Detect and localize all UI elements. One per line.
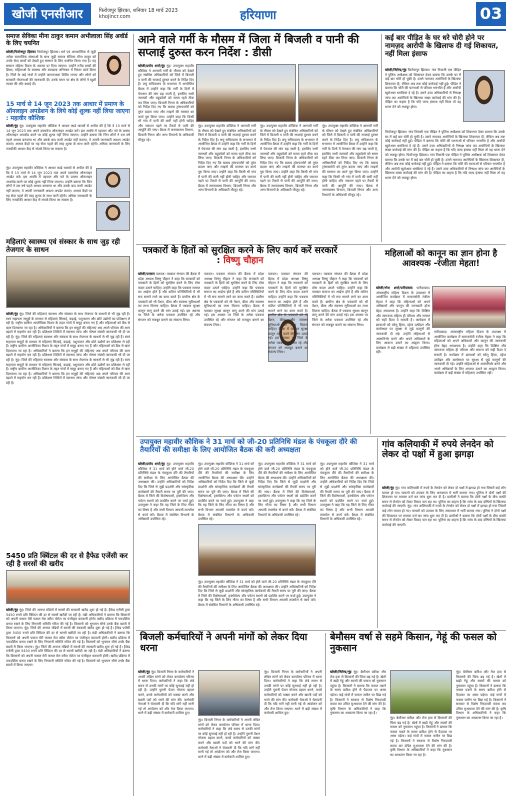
story2-photo-2 <box>96 201 130 231</box>
story7-text: फरीदाबाद। अंतरराष्ट्रीय महिला दिवस के उपलक्ष्य में आयोजित कार्यक्रम में समाजसेवी रंजीता मेहता ने कहा कि महिलाओं को अपने अधिकारों और कानून की जानकारी होना बेहद आवश्यक है। उन्होंने कहा कि शिक्षित और जागरूक महिला ही परिवार और समाज को सही दिशा दे सकती है। कार्यक्रम में छात्राओं को घरेलू हिंसा, दहेज उत्पीड़न और कार्यस्थल पर सुरक्षा से जुड़े कानूनों की जानकारी दी गई। उन्होंने महिलाओं से आत्मनिर्भर बनने और अपने अधिकारों के लिए आवाज उठाने का आह्वान किया। कार्यक्रम में बड़ी संख्या में महिलाएं उपस्थित रहीं। <box>376 286 430 355</box>
story8-headline: उपायुक्त महावीर कौशिक ने 31 मार्च को जी-20 प्रतिनिधि मंडल के पंचकूला दौरे की तैयारियों की समीक्षा के लिए आयोजित बैठक की करी अध्यक्षता <box>140 438 358 455</box>
story11-text: नूंह। बेमौसम बारिश और तेज हवा से किसानों की चिंता बढ़ गई है। खेतों में खड़ी गेहूं और सरसों की फसल को नुकसान पहुंचा है। किसानों ने बताया कि फसल पकने के समय बारिश होने से पैदावार पर असर पड़ेगा। कई गांवों में फसल जमीन पर बिछ गई है। किसानों ने सरकार से विशेष गिरदावरी करवा कर उचित मुआवजा देने की मांग की है। कृषि विभाग के अधिकारियों ने कहा कि नुकसान का आकलन किया जा रहा है। <box>330 670 386 716</box>
story8-dateline: खोजी/प्रमोद शर्मा/नूंह <box>138 462 165 466</box>
story6-body-col2 <box>204 272 264 432</box>
story5-body-cont <box>385 130 505 242</box>
story2-text: नूंह। उपायुक्त महावीर कौशिक ने आधार कार्ड धारकों से अपील की है कि वे 15 मार्च से 14 जून 2023 तक अपने दस्तावेज ऑनलाइन अपडेट करें। इस अवधि में पहचान और पते के प्रमाण ऑनलाइन अपलोड करने पर कोई शुल्क नहीं लिया जाएगा। उन्होंने बताया कि जिन लोगों ने दस वर्ष पहले आधार बनवाया था और उसके बाद कभी अपडेट नहीं कराया, वे अपनी जानकारी अवश्य अपडेट कराएं। आधार केंद्रों पर यह सेवा पहले की तरह शुल्क के साथ जारी रहेगी। अधिक जानकारी के लिए नजदीकी आधार केंद्र से संपर्क किया जा सकता है। <box>6 124 131 151</box>
story10-body-col2 <box>198 718 260 796</box>
story2-text-cont: नूंह। उपायुक्त महावीर कौशिक ने आधार कार्ड धारकों से अपील की है कि वे 15 मार्च से 14 जून 2023 तक अपने दस्तावेज ऑनलाइन अपडेट करें। इस अवधि में पहचान और पते के प्रमाण ऑनलाइन अपलोड करने पर कोई शुल्क नहीं लिया जाएगा। उन्होंने बताया कि जिन लोगों ने दस वर्ष पहले आधार बनवाया था और उसके बाद कभी अपडेट नहीं कराया, वे अपनी जानकारी अवश्य अपडेट कराएं। आधार केंद्रों पर यह सेवा पहले की तरह शुल्क के साथ जारी रहेगी। अधिक जानकारी के लिए नजदीकी आधार केंद्र से संपर्क किया जा सकता है। <box>6 166 92 203</box>
story11-body-col3 <box>456 670 506 796</box>
story8-body-cont <box>198 580 316 626</box>
story1-photo <box>98 52 130 86</box>
story6-text-col3: पलवल। पत्रकार संगठन की बैठक में प्रदेश अध्यक्ष विष्णु चौहान ने कहा कि सरकारों को पत्रकारों के हितों को सुरक्षित करने के लिए ठोस कदम उठाने चाहिए। उन्होंने कहा कि पत्रकार समाज का आईना होते हैं और कठिन परिस्थितियों में भी सच सामने लाने का काम करते हैं। ग्रामीण क्षेत्र के पत्रकारों को भी पेंशन, बीमा और स्वास्थ्य सुविधाओं का लाभ मिलना चाहिए। बैठक में पत्रकार सुरक्षा कानून लागू करने की मांग उठाई गई। इस अवसर पर जिले के अनेक पत्रकार उपस्थित रहे और संगठन को मजबूत बनाने का संकल्प लिया। <box>268 272 308 355</box>
column-divider-right <box>381 34 382 242</box>
story11-text-col3: नूंह। बेमौसम बारिश और तेज हवा से किसानों की चिंता बढ़ गई है। खेतों में खड़ी गेहूं और सरसों की फसल को नुकसान पहुंचा है। किसानों ने बताया कि फसल पकने के समय बारिश होने से पैदावार पर असर पड़ेगा। कई गांवों में फसल जमीन पर बिछ गई है। किसानों ने सरकार से विशेष गिरदावरी करवा कर उचित मुआवजा देने की मांग की है। कृषि विभाग के अधिकारियों ने कहा कि नुकसान का आकलन किया जा रहा है। <box>456 670 506 720</box>
story3-headline: महिलाएं स्वास्थ्य एवं संस्कार के साथ जुड़ रही तेजगार के साधन <box>6 238 120 255</box>
story5-text-cont: फिरोजपुर झिरका। गांव निवासी एक पीड़ित ने पुलिस अधीक्षक को शिकायत देकर बताया कि उसके घर में कई बार चोरी हो चुकी है। उसने नामजद आरोपियों के खिलाफ शिकायत दी, लेकिन अब तक कोई कार्रवाई नहीं हुई। पीड़ित ने बताया कि चोरी की घटनाओं से परिवार भयभीत है और आरोपी खुलेआम धमकियां दे रहे हैं। उसने उच्च अधिकारियों से निष्पक्ष जांच कर आरोपियों के खिलाफ सख्त कार्रवाई की मांग की है। पीड़ित का कहना है कि यदि जल्द इंसाफ नहीं मिला तो वह धरना देने को मजबूर होगा। <box>385 130 505 157</box>
story11-dateline: खोजी/जितेन्द्र/नूंह <box>330 670 352 674</box>
lead-body-col2 <box>198 124 256 242</box>
section-rule-1 <box>136 244 506 245</box>
story5-body <box>385 68 461 128</box>
story2-body-cont <box>6 166 92 234</box>
story6-text: पलवल। पत्रकार संगठन की बैठक में प्रदेश अध्यक्ष विष्णु चौहान ने कहा कि सरकारों को पत्रकारों के हितों को सुरक्षित करने के लिए ठोस कदम उठाने चाहिए। उन्होंने कहा कि पत्रकार समाज का आईना होते हैं और कठिन परिस्थितियों में भी सच सामने लाने का काम करते हैं। ग्रामीण क्षेत्र के पत्रकारों को भी पेंशन, बीमा और स्वास्थ्य सुविधाओं का लाभ मिलना चाहिए। बैठक में पत्रकार सुरक्षा कानून लागू करने की मांग उठाई गई। इस अवसर पर जिले के अनेक पत्रकार उपस्थित रहे और संगठन को मजबूत बनाने का संकल्प लिया। <box>138 272 201 322</box>
story5-text: फिरोजपुर झिरका। गांव निवासी एक पीड़ित ने पुलिस अधीक्षक को शिकायत देकर बताया कि उसके घर में कई बार चोरी हो चुकी है। उसने नामजद आरोपियों के खिलाफ शिकायत दी, लेकिन अब तक कोई कार्रवाई नहीं हुई। पीड़ित ने बताया कि चोरी की घटनाओं से परिवार भयभीत है और आरोपी खुलेआम धमकियां दे रहे हैं। उसने उच्च अधिकारियों से निष्पक्ष जांच कर आरोपियों के खिलाफ सख्त कार्रवाई की मांग की है। पीड़ित का कहना है कि यदि जल्द इंसाफ नहीं मिला तो वह धरना देने को मजबूर होगा। <box>385 68 461 109</box>
story6-body-col3 <box>268 272 308 355</box>
masthead-rule <box>4 29 506 31</box>
story8-text-col4: नूंह। उपायुक्त महावीर कौशिक ने 31 मार्च को होने वाले जी-20 प्रतिनिधि मंडल के पंचकूला दौरे की तैयारियों की समीक्षा के लिए आयोजित बैठक की अध्यक्षता की। उन्होंने अधिकारियों को निर्देश दिए कि जिले से जुड़ी प्रदर्शनी और सांस्कृतिक कार्यक्रमों की तैयारी समय पर पूरी की जाए। बैठक में जिले की विशेषताओं, हस्तशिल्प और पर्यटन स्थलों को प्रदर्शित करने पर चर्चा हुई। उपायुक्त ने कहा कि यह जिले के लिए गौरव का विषय है और सभी विभाग आपसी तालमेल से कार्य करें। बैठक में संबंधित विभागों के अधिकारी उपस्थित रहे। <box>320 462 374 522</box>
story2-photo-1 <box>96 168 130 198</box>
story11-headline: बेमौसम वर्षा से सहमे किसान, गेहूं की फसल को नुकसान <box>330 632 497 654</box>
story9-text: नूंह। गांव कलियाकी में रुपये के लेनदेन को लेकर दो पक्षों में झगड़ा हो गया जिसमें कई लोग घायल हो गए। घायलों को उपचार के लिए अस्पताल में भर्ती कराया गया। पुलिस ने दोनों पक्षों की शिकायत पर मामला दर्ज कर जांच शुरू कर दी है। ग्रामीणों ने बताया कि दोनों पक्षों के बीच काफी समय से लेनदेन को लेकर विवाद चल रहा था। पुलिस का कहना है कि जांच के बाद दोषियों के खिलाफ कार्रवाई की जाएगी। <box>382 486 506 509</box>
story2-dateline: खोजी/नूंह <box>6 124 18 128</box>
masthead-date: फिरोजपुर झिरका, शनिवार 18 मार्च 2023 <box>98 8 178 14</box>
lead-headline <box>138 34 378 59</box>
lead-photo-meeting-2 <box>298 64 378 122</box>
story8-body-col2 <box>198 462 254 522</box>
lead-body-col4 <box>322 124 378 242</box>
story4-photo <box>6 570 130 604</box>
story3-text-cont2: नूंह। जिले की महिलाएं स्वास्थ्य और संस्कार के साथ रोजगार के साधनों से भी जुड़ रही हैं। स्वयं सहायता समूहों के माध्यम से महिलाएं सिलाई, कढ़ाई, पशुपालन और छोटे उद्योगों का प्रशिक्षण ले रही हैं। राष्ट्रीय ग्रामीण आजीविका मिशन के तहत गांवों में समूह बनाए गए हैं और महिलाओं को बैंक से ऋण दिलवाया जा रहा है। अधिकारियों ने बताया कि इन समूहों की महिलाएं अब अपने परिवार की आय बढ़ाने में सहयोग कर रही हैं। प्रशिक्षण शिविरों में स्वास्थ्य जांच और पोषण संबंधी जानकारी भी दी जा रही है। <box>6 357 131 385</box>
story7-headline: महिलाओं को कानून का ज्ञान होना है आवश्यक -रंजीता मेहता! <box>384 249 498 269</box>
masthead-logo: खोजी एनसीआर <box>4 3 91 25</box>
story6-headline-name: विष्णु चौहान <box>223 256 264 267</box>
story10-photo <box>198 670 260 716</box>
story1-text: फिरोजपुर झिरका। धर्म एवं आध्यात्मिक से जुड़ी अनेक सामाजिक संस्थाओं के साथ जुड़ी समाज सेविका मीना ठाकुर को उनके सेवा कार्यों को देखते हुए सम्मान के लिए चयनित किया गया है। यह सम्मान महिला दिवस के अवसर पर दिया जाएगा। उन्होंने गरीब बच्चों की शिक्षा, महिलाओं के स्वास्थ्य और स्वच्छता अभियान में निरंतर कार्य किया है। जिले के कई गांवों में उन्होंने जागरूकता शिविर लगाए और लोगों को सरकारी योजनाओं की जानकारी दी। उनके चयन पर क्षेत्र के लोगों ने खुशी व्यक्त की और बधाई दी। <box>6 50 96 87</box>
story1-headline: समाज सेविका मीना ठाकुर कमान अभीलाला सिंह अवॉर्ड के लिए चयनित <box>6 33 128 47</box>
story6-headline-main: पत्रकारों के हितों को सुरक्षित करने के लिए कार्य करें सरकारें : <box>142 246 338 267</box>
lead-text-col4: नूंह। उपायुक्त महावीर कौशिक ने आगामी गर्मी के मौसम को देखते हुए संबंधित अधिकारियों को जिले में बिजली व पानी की सप्लाई दुरुस्त करने के निर्देश दिए हैं। लघु सचिवालय के सभागार में आयोजित बैठक में उन्होंने कहा कि गर्मी के दिनों में पेयजल की मांग बढ़ जाती है, इसलिए सभी जलघरों और ट्यूबवेलों को समय रहते ठीक कर लिया जाए। बिजली निगम के अधिकारियों को निर्देश दिए गए कि खराब ट्रांसफार्मरों को तुरंत बदला जाए और लाइनों की मरम्मत का कार्य पूरा किया जाए। उन्होंने कहा कि किसी भी गांव में पानी की कमी नहीं होनी चाहिए और जरूरत पड़ने पर टैंकरों से पानी की आपूर्ति की जाए। बैठक में जनस्वास्थ्य विभाग, बिजली निगम और अन्य विभागों के अधिकारी मौजूद रहे। <box>322 124 378 197</box>
story8-body-col3 <box>258 462 316 522</box>
lead-text: नूंह। उपायुक्त महावीर कौशिक ने आगामी गर्मी के मौसम को देखते हुए संबंधित अधिकारियों को जिले में बिजली व पानी की सप्लाई दुरुस्त करने के निर्देश दिए हैं। लघु सचिवालय के सभागार में आयोजित बैठक में उन्होंने कहा कि गर्मी के दिनों में पेयजल की मांग बढ़ जाती है, इसलिए सभी जलघरों और ट्यूबवेलों को समय रहते ठीक कर लिया जाए। बिजली निगम के अधिकारियों को निर्देश दिए गए कि खराब ट्रांसफार्मरों को तुरंत बदला जाए और लाइनों की मरम्मत का कार्य पूरा किया जाए। उन्होंने कहा कि किसी भी गांव में पानी की कमी नहीं होनी चाहिए और जरूरत पड़ने पर टैंकरों से पानी की आपूर्ति की जाए। बैठक में जनस्वास्थ्य विभाग, बिजली निगम और अन्य विभागों के अधिकारी मौजूद रहे। <box>138 64 195 142</box>
story8-text-col3: नूंह। उपायुक्त महावीर कौशिक ने 31 मार्च को होने वाले जी-20 प्रतिनिधि मंडल के पंचकूला दौरे की तैयारियों की समीक्षा के लिए आयोजित बैठक की अध्यक्षता की। उन्होंने अधिकारियों को निर्देश दिए कि जिले से जुड़ी प्रदर्शनी और सांस्कृतिक कार्यक्रमों की तैयारी समय पर पूरी की जाए। बैठक में जिले की विशेषताओं, हस्तशिल्प और पर्यटन स्थलों को प्रदर्शित करने पर चर्चा हुई। उपायुक्त ने कहा कि यह जिले के लिए गौरव का विषय है और सभी विभाग आपसी तालमेल से कार्य करें। बैठक में संबंधित विभागों के अधिकारी उपस्थित रहे। <box>258 462 316 517</box>
story10-body-col3 <box>264 670 322 796</box>
story6-body-col1 <box>138 272 200 432</box>
column-divider-mid <box>370 246 371 434</box>
story11-body-col2 <box>390 716 452 796</box>
story4-text-cont: नूंह। जिले की अनाज मंडियों में सरसों की सरकारी खरीद शुरू हो गई है। हैफेड एजेंसी द्वारा 5450 रुपये प्रति क्विंटल की दर से सरसों खरीदी जा रही है। मंडी अधिकारियों ने बताया कि किसानों को अपनी फसल मेरी फसल मेरा ब्यौरा पोर्टल पर पंजीकृत करवानी होगी। खरीद प्रक्रिया में पारदर्शिता बनाए रखने के लिए निगरानी समिति गठित की गई है। किसानों को भुगतान सीधे उनके बैंक खातों में किया जाएगा। <box>6 626 131 649</box>
lead-headline-name: डीसी <box>252 45 272 59</box>
story1-body <box>6 50 96 98</box>
story6-text-col4: पलवल। पत्रकार संगठन की बैठक में प्रदेश अध्यक्ष विष्णु चौहान ने कहा कि सरकारों को पत्रकारों के हितों को सुरक्षित करने के लिए ठोस कदम उठाने चाहिए। उन्होंने कहा कि पत्रकार समाज का आईना होते हैं और कठिन परिस्थितियों में भी सच सामने लाने का काम करते हैं। ग्रामीण क्षेत्र के पत्रकारों को भी पेंशन, बीमा और स्वास्थ्य सुविधाओं का लाभ मिलना चाहिए। बैठक में पत्रकार सुरक्षा कानून लागू करने की मांग उठाई गई। इस अवसर पर जिले के अनेक पत्रकार उपस्थित रहे और संगठन को मजबूत बनाने का संकल्प लिया। <box>312 272 368 327</box>
story10-headline: बिजली कर्मचारियों ने अपनी मांगों को लेकर दिया धरना <box>140 632 308 654</box>
lead-body-col1 <box>138 64 194 242</box>
story2-headline: 15 मार्च से 14 जून 2023 तक आधार में प्रमाण के ऑनलाइन अपडेशन के लिये कोई शुल्क नहीं लिया जाएगा : महावीर कौशिक <box>6 101 130 122</box>
story6-body-col4 <box>312 272 368 432</box>
lead-headline-main: आने वाले गर्मी के मौसम में जिला में बिजली व पानी की सप्लाई दुरुस्त करन निर्देश : <box>138 33 359 59</box>
section-name: हरियाणा <box>240 8 277 22</box>
story1-dateline: खोजी/फिरोजपुर झिरका <box>6 50 36 54</box>
column-divider-bottom <box>325 633 326 796</box>
story10-text: नूंह। बिजली निगम के कर्मचारियों ने अपनी लंबित मांगों को लेकर कार्यालय परिसर में धरना दिया। कर्मचारियों ने कहा कि लंबे समय से उनकी मांगों पर कोई सुनवाई नहीं हो रही है। उन्होंने पुरानी पेंशन योजना बहाल करने, कच्चे कर्मचारियों को पक्का करने और खाली पदों को भरने की मांग की। कर्मचारी नेताओं ने चेतावनी दी कि यदि मांगें नहीं मानी गईं तो आंदोलन को और तेज किया जाएगा। धरने में बड़ी संख्या में कर्मचारी शामिल हुए। <box>138 670 194 716</box>
story11-text-col2: नूंह। बेमौसम बारिश और तेज हवा से किसानों की चिंता बढ़ गई है। खेतों में खड़ी गेहूं और सरसों की फसल को नुकसान पहुंचा है। किसानों ने बताया कि फसल पकने के समय बारिश होने से पैदावार पर असर पड़ेगा। कई गांवों में फसल जमीन पर बिछ गई है। किसानों ने सरकार से विशेष गिरदावरी करवा कर उचित मुआवजा देने की मांग की है। कृषि विभाग के अधिकारियों ने कहा कि नुकसान का आकलन किया जा रहा है। <box>390 716 452 757</box>
story9-text-cont: नूंह। गांव कलियाकी में रुपये के लेनदेन को लेकर दो पक्षों में झगड़ा हो गया जिसमें कई लोग घायल हो गए। घायलों को उपचार के लिए अस्पताल में भर्ती कराया गया। पुलिस ने दोनों पक्षों की शिकायत पर मामला दर्ज कर जांच शुरू कर दी है। ग्रामीणों ने बताया कि दोनों पक्षों के बीच काफी समय से लेनदेन को लेकर विवाद चल रहा था। पुलिस का कहना है कि जांच के बाद दोषियों के खिलाफ कार्रवाई की जाएगी। <box>382 504 506 527</box>
lead-body-col3 <box>260 124 318 242</box>
story8-photo <box>198 524 316 576</box>
story11-photo <box>390 670 452 714</box>
story3-dateline: खोजी/नूंह <box>6 312 18 316</box>
lead-text-col3: नूंह। उपायुक्त महावीर कौशिक ने आगामी गर्मी के मौसम को देखते हुए संबंधित अधिकारियों को जिले में बिजली व पानी की सप्लाई दुरुस्त करने के निर्देश दिए हैं। लघु सचिवालय के सभागार में आयोजित बैठक में उन्होंने कहा कि गर्मी के दिनों में पेयजल की मांग बढ़ जाती है, इसलिए सभी जलघरों और ट्यूबवेलों को समय रहते ठीक कर लिया जाए। बिजली निगम के अधिकारियों को निर्देश दिए गए कि खराब ट्रांसफार्मरों को तुरंत बदला जाए और लाइनों की मरम्मत का कार्य पूरा किया जाए। उन्होंने कहा कि किसी भी गांव में पानी की कमी नहीं होनी चाहिए और जरूरत पड़ने पर टैंकरों से पानी की आपूर्ति की जाए। बैठक में जनस्वास्थ्य विभाग, बिजली निगम और अन्य विभागों के अधिकारी मौजूद रहे। <box>260 124 318 193</box>
masthead-site: khojincr.com <box>98 14 131 20</box>
column-divider-left <box>133 34 134 796</box>
story6-dateline: खोजी/पलवल <box>138 272 155 276</box>
story7-photo <box>432 286 506 328</box>
story4-body <box>6 608 130 796</box>
story8-text: नूंह। उपायुक्त महावीर कौशिक ने 31 मार्च को होने वाले जी-20 प्रतिनिधि मंडल के पंचकूला दौरे की तैयारियों की समीक्षा के लिए आयोजित बैठक की अध्यक्षता की। उन्होंने अधिकारियों को निर्देश दिए कि जिले से जुड़ी प्रदर्शनी और सांस्कृतिक कार्यक्रमों की तैयारी समय पर पूरी की जाए। बैठक में जिले की विशेषताओं, हस्तशिल्प और पर्यटन स्थलों को प्रदर्शित करने पर चर्चा हुई। उपायुक्त ने कहा कि यह जिले के लिए गौरव का विषय है और सभी विभाग आपसी तालमेल से कार्य करें। बैठक में संबंधित विभागों के अधिकारी उपस्थित रहे। <box>138 462 195 522</box>
story4-headline: 5450 प्रति क्विंटल की दर से हैफेड एजेंसी कर रही है सरसों की खरीद <box>6 552 128 569</box>
story9-body <box>382 486 506 626</box>
section-rule-3 <box>136 630 506 631</box>
story3-body <box>6 312 130 548</box>
story5-photo <box>463 70 505 122</box>
masthead <box>0 0 510 28</box>
story4-text: नूंह। जिले की अनाज मंडियों में सरसों की सरकारी खरीद शुरू हो गई है। हैफेड एजेंसी द्वारा 5450 रुपये प्रति क्विंटल की दर से सरसों खरीदी जा रही है। मंडी अधिकारियों ने बताया कि किसानों को अपनी फसल मेरी फसल मेरा ब्यौरा पोर्टल पर पंजीकृत करवानी होगी। खरीद प्रक्रिया में पारदर्शिता बनाए रखने के लिए निगरानी समिति गठित की गई है। किसानों को भुगतान सीधे उनके बैंक खातों में किया जाएगा। <box>6 608 130 631</box>
story10-dateline: खोजी/नूंह <box>138 670 150 674</box>
story7-body <box>376 286 430 432</box>
page-number: 03 <box>476 2 506 26</box>
story3-text-cont: नूंह। जिले की महिलाएं स्वास्थ्य और संस्कार के साथ रोजगार के साधनों से भी जुड़ रही हैं। स्वयं सहायता समूहों के माध्यम से महिलाएं सिलाई, कढ़ाई, पशुपालन और छोटे उद्योगों का प्रशिक्षण ले रही हैं। राष्ट्रीय ग्रामीण आजीविका मिशन के तहत गांवों में समूह बनाए गए हैं और महिलाओं को बैंक से ऋण दिलवाया जा रहा है। अधिकारियों ने बताया कि इन समूहों की महिलाएं अब अपने परिवार की आय बढ़ाने में सहयोग कर रही हैं। प्रशिक्षण शिविरों में स्वास्थ्य जांच और पोषण संबंधी जानकारी भी दी जा रही है। <box>6 334 131 362</box>
lead-photo-meeting <box>196 64 296 122</box>
story5-text-cont2: फिरोजपुर झिरका। गांव निवासी एक पीड़ित ने पुलिस अधीक्षक को शिकायत देकर बताया कि उसके घर में कई बार चोरी हो चुकी है। उसने नामजद आरोपियों के खिलाफ शिकायत दी, लेकिन अब तक कोई कार्रवाई नहीं हुई। पीड़ित ने बताया कि चोरी की घटनाओं से परिवार भयभीत है और आरोपी खुलेआम धमकियां दे रहे हैं। उसने उच्च अधिकारियों से निष्पक्ष जांच कर आरोपियों के खिलाफ सख्त कार्रवाई की मांग की है। पीड़ित का कहना है कि यदि जल्द इंसाफ नहीं मिला तो वह धरना देने को मजबूर होगा। <box>385 152 506 180</box>
story6-headline <box>140 246 340 267</box>
story9-dateline: खोजी/नूंह <box>382 486 394 490</box>
story11-body-col1 <box>330 670 386 796</box>
section-rule-2 <box>136 436 506 437</box>
story3-text: नूंह। जिले की महिलाएं स्वास्थ्य और संस्कार के साथ रोजगार के साधनों से भी जुड़ रही हैं। स्वयं सहायता समूहों के माध्यम से महिलाएं सिलाई, कढ़ाई, पशुपालन और छोटे उद्योगों का प्रशिक्षण ले रही हैं। राष्ट्रीय ग्रामीण आजीविका मिशन के तहत गांवों में समूह बनाए गए हैं और महिलाओं को बैंक से ऋण दिलवाया जा रहा है। अधिकारियों ने बताया कि इन समूहों की महिलाएं अब अपने परिवार की आय बढ़ाने में सहयोग कर रही हैं। प्रशिक्षण शिविरों में स्वास्थ्य जांच और पोषण संबंधी जानकारी भी दी जा रही है। <box>6 312 131 339</box>
story8-text-col2: नूंह। उपायुक्त महावीर कौशिक ने 31 मार्च को होने वाले जी-20 प्रतिनिधि मंडल के पंचकूला दौरे की तैयारियों की समीक्षा के लिए आयोजित बैठक की अध्यक्षता की। उन्होंने अधिकारियों को निर्देश दिए कि जिले से जुड़ी प्रदर्शनी और सांस्कृतिक कार्यक्रमों की तैयारी समय पर पूरी की जाए। बैठक में जिले की विशेषताओं, हस्तशिल्प और पर्यटन स्थलों को प्रदर्शित करने पर चर्चा हुई। उपायुक्त ने कहा कि यह जिले के लिए गौरव का विषय है और सभी विभाग आपसी तालमेल से कार्य करें। बैठक में संबंधित विभागों के अधिकारी उपस्थित रहे। <box>198 462 254 522</box>
story9-headline: गांव कलियाकी में रुपये लेनदेन को लेकर दो पक्षों में हुआ झगड़ा <box>382 440 494 461</box>
story7-body-cont <box>434 330 506 432</box>
story4-text-cont2: नूंह। जिले की अनाज मंडियों में सरसों की सरकारी खरीद शुरू हो गई है। हैफेड एजेंसी द्वारा 5450 रुपये प्रति क्विंटल की दर से सरसों खरीदी जा रही है। मंडी अधिकारियों ने बताया कि किसानों को अपनी फसल मेरी फसल मेरा ब्यौरा पोर्टल पर पंजीकृत करवानी होगी। खरीद प्रक्रिया में पारदर्शिता बनाए रखने के लिए निगरानी समिति गठित की गई है। किसानों को भुगतान सीधे उनके बैंक खातों में किया जाएगा। <box>6 644 131 668</box>
story7-text-cont: फरीदाबाद। अंतरराष्ट्रीय महिला दिवस के उपलक्ष्य में आयोजित कार्यक्रम में समाजसेवी रंजीता मेहता ने कहा कि महिलाओं को अपने अधिकारों और कानून की जानकारी होना बेहद आवश्यक है। उन्होंने कहा कि शिक्षित और जागरूक महिला ही परिवार और समाज को सही दिशा दे सकती है। कार्यक्रम में छात्राओं को घरेलू हिंसा, दहेज उत्पीड़न और कार्यस्थल पर सुरक्षा से जुड़े कानूनों की जानकारी दी गई। उन्होंने महिलाओं से आत्मनिर्भर बनने और अपने अधिकारों के लिए आवाज उठाने का आह्वान किया। कार्यक्रम में बड़ी संख्या में महिलाएं उपस्थित रहीं। <box>434 330 506 376</box>
story3-photo <box>6 256 130 308</box>
story6-text-col2: पलवल। पत्रकार संगठन की बैठक में प्रदेश अध्यक्ष विष्णु चौहान ने कहा कि सरकारों को पत्रकारों के हितों को सुरक्षित करने के लिए ठोस कदम उठाने चाहिए। उन्होंने कहा कि पत्रकार समाज का आईना होते हैं और कठिन परिस्थितियों में भी सच सामने लाने का काम करते हैं। ग्रामीण क्षेत्र के पत्रकारों को भी पेंशन, बीमा और स्वास्थ्य सुविधाओं का लाभ मिलना चाहिए। बैठक में पत्रकार सुरक्षा कानून लागू करने की मांग उठाई गई। इस अवसर पर जिले के अनेक पत्रकार उपस्थित रहे और संगठन को मजबूत बनाने का संकल्प लिया। <box>204 272 264 327</box>
story10-text-col2: नूंह। बिजली निगम के कर्मचारियों ने अपनी लंबित मांगों को लेकर कार्यालय परिसर में धरना दिया। कर्मचारियों ने कहा कि लंबे समय से उनकी मांगों पर कोई सुनवाई नहीं हो रही है। उन्होंने पुरानी पेंशन योजना बहाल करने, कच्चे कर्मचारियों को पक्का करने और खाली पदों को भरने की मांग की। कर्मचारी नेताओं ने चेतावनी दी कि यदि मांगें नहीं मानी गईं तो आंदोलन को और तेज किया जाएगा। धरने में बड़ी संख्या में कर्मचारी शामिल हुए। <box>198 718 260 759</box>
story8-text-cont: नूंह। उपायुक्त महावीर कौशिक ने 31 मार्च को होने वाले जी-20 प्रतिनिधि मंडल के पंचकूला दौरे की तैयारियों की समीक्षा के लिए आयोजित बैठक की अध्यक्षता की। उन्होंने अधिकारियों को निर्देश दिए कि जिले से जुड़ी प्रदर्शनी और सांस्कृतिक कार्यक्रमों की तैयारी समय पर पूरी की जाए। बैठक में जिले की विशेषताओं, हस्तशिल्प और पर्यटन स्थलों को प्रदर्शित करने पर चर्चा हुई। उपायुक्त ने कहा कि यह जिले के लिए गौरव का विषय है और सभी विभाग आपसी तालमेल से कार्य करें। बैठक में संबंधित विभागों के अधिकारी उपस्थित रहे। <box>198 580 316 607</box>
masthead-meta <box>99 8 219 20</box>
column-divider-g20 <box>377 438 378 628</box>
story10-text-col3: नूंह। बिजली निगम के कर्मचारियों ने अपनी लंबित मांगों को लेकर कार्यालय परिसर में धरना दिया। कर्मचारियों ने कहा कि लंबे समय से उनकी मांगों पर कोई सुनवाई नहीं हो रही है। उन्होंने पुरानी पेंशन योजना बहाल करने, कच्चे कर्मचारियों को पक्का करने और खाली पदों को भरने की मांग की। कर्मचारी नेताओं ने चेतावनी दी कि यदि मांगें नहीं मानी गईं तो आंदोलन को और तेज किया जाएगा। धरने में बड़ी संख्या में कर्मचारी शामिल हुए। <box>264 670 322 716</box>
story5-dateline: खोजी/जितेन्द्र/नूंह <box>385 68 407 72</box>
story5-headline: कई बार पीड़ित के घर धरे चोरी होने पर नामज़द आरोपी के खिलाफ दी गई शिकायत, नहीं मिला इंसाफ <box>385 34 499 59</box>
story4-dateline: खोजी/नूंह <box>6 608 18 612</box>
story2-body <box>6 124 130 164</box>
story10-body-col1 <box>138 670 194 796</box>
story7-dateline: खोजी/नरेश शर्मा/फरीदाबाद <box>376 286 413 290</box>
lead-dateline: खोजी/प्रमोद शर्मा/नूंह <box>138 64 165 68</box>
story8-body-col1 <box>138 462 194 626</box>
story8-body-col4 <box>320 462 374 626</box>
lead-text-col2: नूंह। उपायुक्त महावीर कौशिक ने आगामी गर्मी के मौसम को देखते हुए संबंधित अधिकारियों को जिले में बिजली व पानी की सप्लाई दुरुस्त करने के निर्देश दिए हैं। लघु सचिवालय के सभागार में आयोजित बैठक में उन्होंने कहा कि गर्मी के दिनों में पेयजल की मांग बढ़ जाती है, इसलिए सभी जलघरों और ट्यूबवेलों को समय रहते ठीक कर लिया जाए। बिजली निगम के अधिकारियों को निर्देश दिए गए कि खराब ट्रांसफार्मरों को तुरंत बदला जाए और लाइनों की मरम्मत का कार्य पूरा किया जाए। उन्होंने कहा कि किसी भी गांव में पानी की कमी नहीं होनी चाहिए और जरूरत पड़ने पर टैंकरों से पानी की आपूर्ति की जाए। बैठक में जनस्वास्थ्य विभाग, बिजली निगम और अन्य विभागों के अधिकारी मौजूद रहे। <box>198 124 256 193</box>
